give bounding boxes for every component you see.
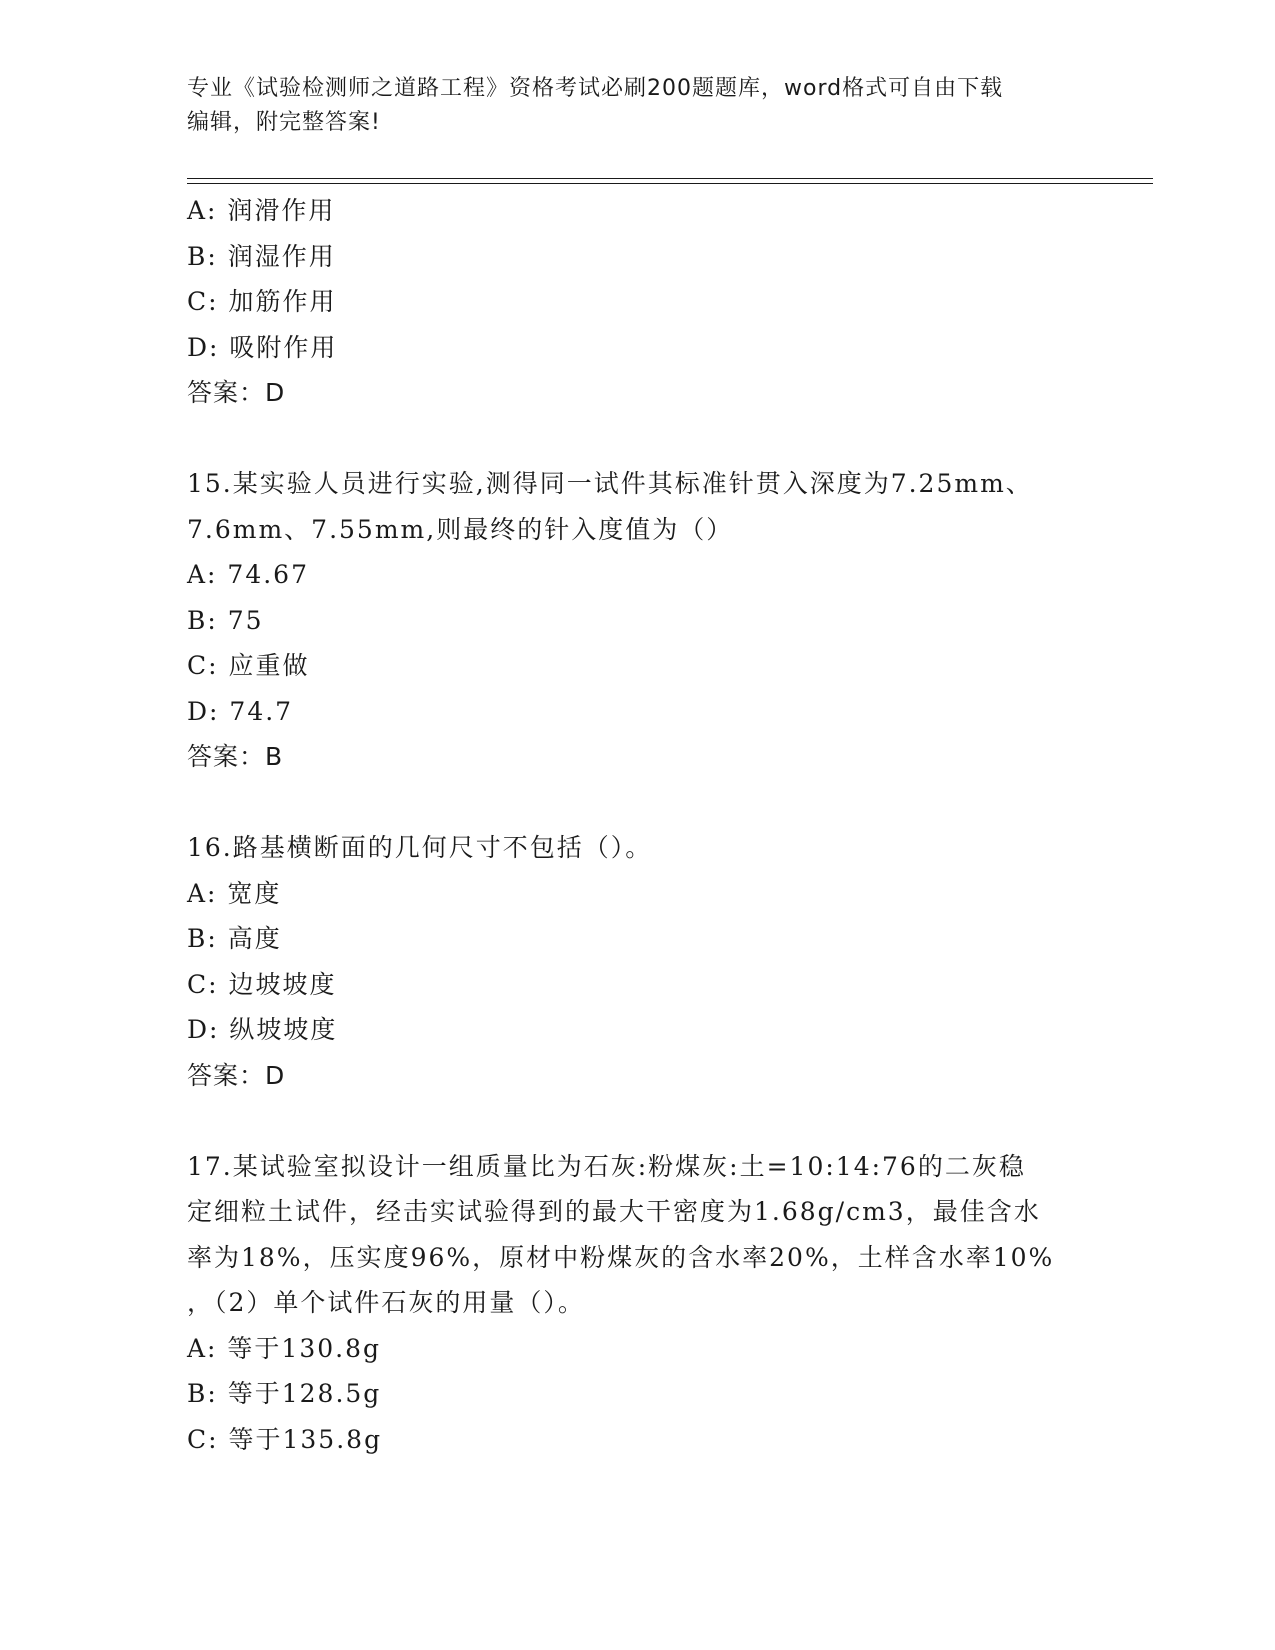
option-d: D: 吸附作用 bbox=[187, 332, 338, 362]
option-c: C: 边坡坡度 bbox=[187, 969, 337, 999]
answer: 答案：D bbox=[187, 1060, 286, 1090]
option-a: A: 等于130.8g bbox=[187, 1333, 381, 1363]
question-17 bbox=[187, 1144, 1087, 1463]
question-stem-line: 率为18%，压实度96%，原材中粉煤灰的含水率20%，土样含水率10% bbox=[187, 1242, 1055, 1272]
option-b: B: 等于128.5g bbox=[187, 1379, 382, 1408]
question-14 bbox=[187, 188, 1087, 416]
question-15 bbox=[187, 461, 1087, 780]
question-content bbox=[187, 188, 1087, 1462]
question-stem-line: 16.路基横断面的几何尺寸不包括（）。 bbox=[187, 833, 653, 862]
header-line-1: 专业《试验检测师之道路工程》资格考试必刷200题题库，word格式可自由下载 bbox=[187, 76, 1004, 101]
question-stem-line: 17.某试验室拟设计一组质量比为石灰:粉煤灰:土=10:14:76的二灰稳 bbox=[187, 1151, 1026, 1181]
option-b: B: 高度 bbox=[187, 924, 282, 953]
option-a: A: 润滑作用 bbox=[187, 196, 336, 225]
question-stem-line: 15.某实验人员进行实验,测得同一试件其标准针贯入深度为7.25mm、 bbox=[187, 469, 1033, 498]
option-c: C: 等于135.8g bbox=[187, 1424, 383, 1454]
option-c: C: 应重做 bbox=[187, 651, 310, 680]
header-line-2: 编辑，附完整答案! bbox=[187, 110, 381, 135]
header-divider-bottom bbox=[187, 183, 1153, 184]
spacer bbox=[187, 1098, 1087, 1144]
option-c: C: 加筋作用 bbox=[187, 287, 337, 316]
answer: 答案：D bbox=[187, 378, 286, 407]
header-divider-top bbox=[187, 178, 1153, 179]
document-header bbox=[187, 72, 1067, 140]
spacer bbox=[187, 416, 1087, 462]
option-d: D: 74.7 bbox=[187, 696, 294, 726]
question-stem-line: ，（2）单个试件石灰的用量（）。 bbox=[187, 1288, 585, 1317]
option-a: A: 宽度 bbox=[187, 878, 282, 908]
option-b: B: 75 bbox=[187, 605, 264, 635]
spacer bbox=[187, 780, 1087, 826]
option-d: D: 纵坡坡度 bbox=[187, 1015, 338, 1044]
option-a: A: 74.67 bbox=[187, 560, 309, 589]
answer: 答案：B bbox=[187, 742, 284, 771]
option-b: B: 润湿作用 bbox=[187, 241, 336, 271]
question-16 bbox=[187, 825, 1087, 1098]
question-stem-line: 定细粒土试件，经击实试验得到的最大干密度为1.68g/cm3，最佳含水 bbox=[187, 1197, 1041, 1226]
question-stem-line: 7.6mm、7.55mm,则最终的针入度值为（） bbox=[187, 514, 734, 544]
